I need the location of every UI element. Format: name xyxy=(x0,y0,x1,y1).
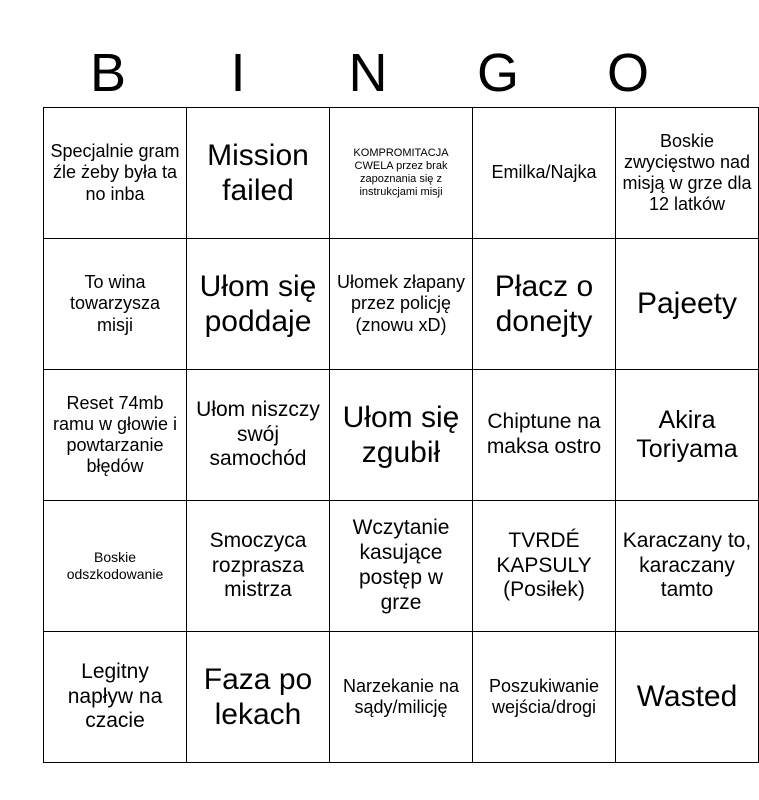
bingo-cell[interactable] xyxy=(44,501,187,632)
cell-text: Emilka/Najka xyxy=(491,162,597,183)
cell-text: Akira Toriyama xyxy=(636,405,738,463)
cell-text: Boskie zwycięstwo nad misją w grze dla 12 latków xyxy=(622,130,752,215)
cell-text: Karaczany to, karaczany tamto xyxy=(622,528,752,602)
bingo-cell[interactable] xyxy=(187,370,330,501)
header-letter-g: G xyxy=(476,43,519,103)
bingo-cell[interactable] xyxy=(330,632,473,763)
cell-text: Ułom się poddaje xyxy=(199,269,317,338)
cell-text: To wina towarzysza misji xyxy=(69,272,161,335)
bingo-cell[interactable] xyxy=(187,239,330,370)
cell-text: Mission failed xyxy=(207,138,309,207)
grid-row xyxy=(44,632,759,763)
cell-text: Ułomek złapany przez policję (znowu xD) xyxy=(336,272,466,335)
bingo-header xyxy=(43,38,693,108)
bingo-cell[interactable] xyxy=(44,370,187,501)
bingo-cell[interactable] xyxy=(616,501,759,632)
bingo-cell[interactable] xyxy=(330,501,473,632)
cell-text: Wczytanie kasujące postęp w grze xyxy=(352,516,450,614)
cell-text: Smoczyca rozprasza mistrza xyxy=(209,528,307,602)
bingo-grid xyxy=(43,107,759,763)
bingo-cell[interactable] xyxy=(473,239,616,370)
bingo-cell[interactable] xyxy=(616,632,759,763)
header-letter-b: B xyxy=(89,43,127,103)
cell-text: TVRDÉ KAPSULY (Posiłek) xyxy=(496,528,592,602)
grid-row xyxy=(44,370,759,501)
cell-text: Ułom niszczy swój samochód xyxy=(196,397,320,471)
cell-text: Specjalnie gram źle żeby była ta no inba xyxy=(50,141,180,204)
bingo-cell[interactable] xyxy=(330,108,473,239)
cell-text: Narzekanie na sądy/milicję xyxy=(342,675,460,717)
bingo-cell[interactable] xyxy=(187,632,330,763)
cell-text: Pajeety xyxy=(636,287,738,321)
bingo-cell[interactable] xyxy=(330,239,473,370)
cell-text: Poszukiwanie wejścia/drogi xyxy=(488,675,600,717)
bingo-cell[interactable] xyxy=(187,108,330,239)
bingo-cell[interactable] xyxy=(44,632,187,763)
cell-text: Reset 74mb ramu w głowie i powtarzanie błędów xyxy=(52,392,178,477)
bingo-cell[interactable] xyxy=(616,239,759,370)
cell-text: Ułom się zgubił xyxy=(342,400,460,469)
cell-text: Chiptune na maksa ostro xyxy=(486,410,602,458)
header-letter-o: O xyxy=(606,43,649,103)
bingo-cell[interactable] xyxy=(330,370,473,501)
bingo-cell[interactable] xyxy=(473,108,616,239)
bingo-cell[interactable] xyxy=(616,108,759,239)
cell-text: Faza po lekach xyxy=(203,662,313,731)
grid-row xyxy=(44,501,759,632)
header-letter-i: I xyxy=(230,43,246,103)
bingo-cell[interactable] xyxy=(473,632,616,763)
cell-text: Wasted xyxy=(636,680,738,714)
grid-row xyxy=(44,108,759,239)
bingo-cell[interactable] xyxy=(473,501,616,632)
bingo-cell[interactable] xyxy=(187,501,330,632)
cell-text: Boskie odszkodowanie xyxy=(66,549,164,582)
bingo-cell[interactable] xyxy=(44,108,187,239)
bingo-cell[interactable] xyxy=(616,370,759,501)
cell-text: Płacz o donejty xyxy=(494,269,594,338)
cell-text: KOMPROMITACJA CWELA przez brak zapoznania się z instrukcjami misji xyxy=(353,147,449,198)
header-letter-n: N xyxy=(348,43,388,103)
bingo-cell[interactable] xyxy=(473,370,616,501)
grid-row xyxy=(44,239,759,370)
cell-text: Legitny napływ na czacie xyxy=(67,659,163,733)
bingo-cell[interactable] xyxy=(44,239,187,370)
